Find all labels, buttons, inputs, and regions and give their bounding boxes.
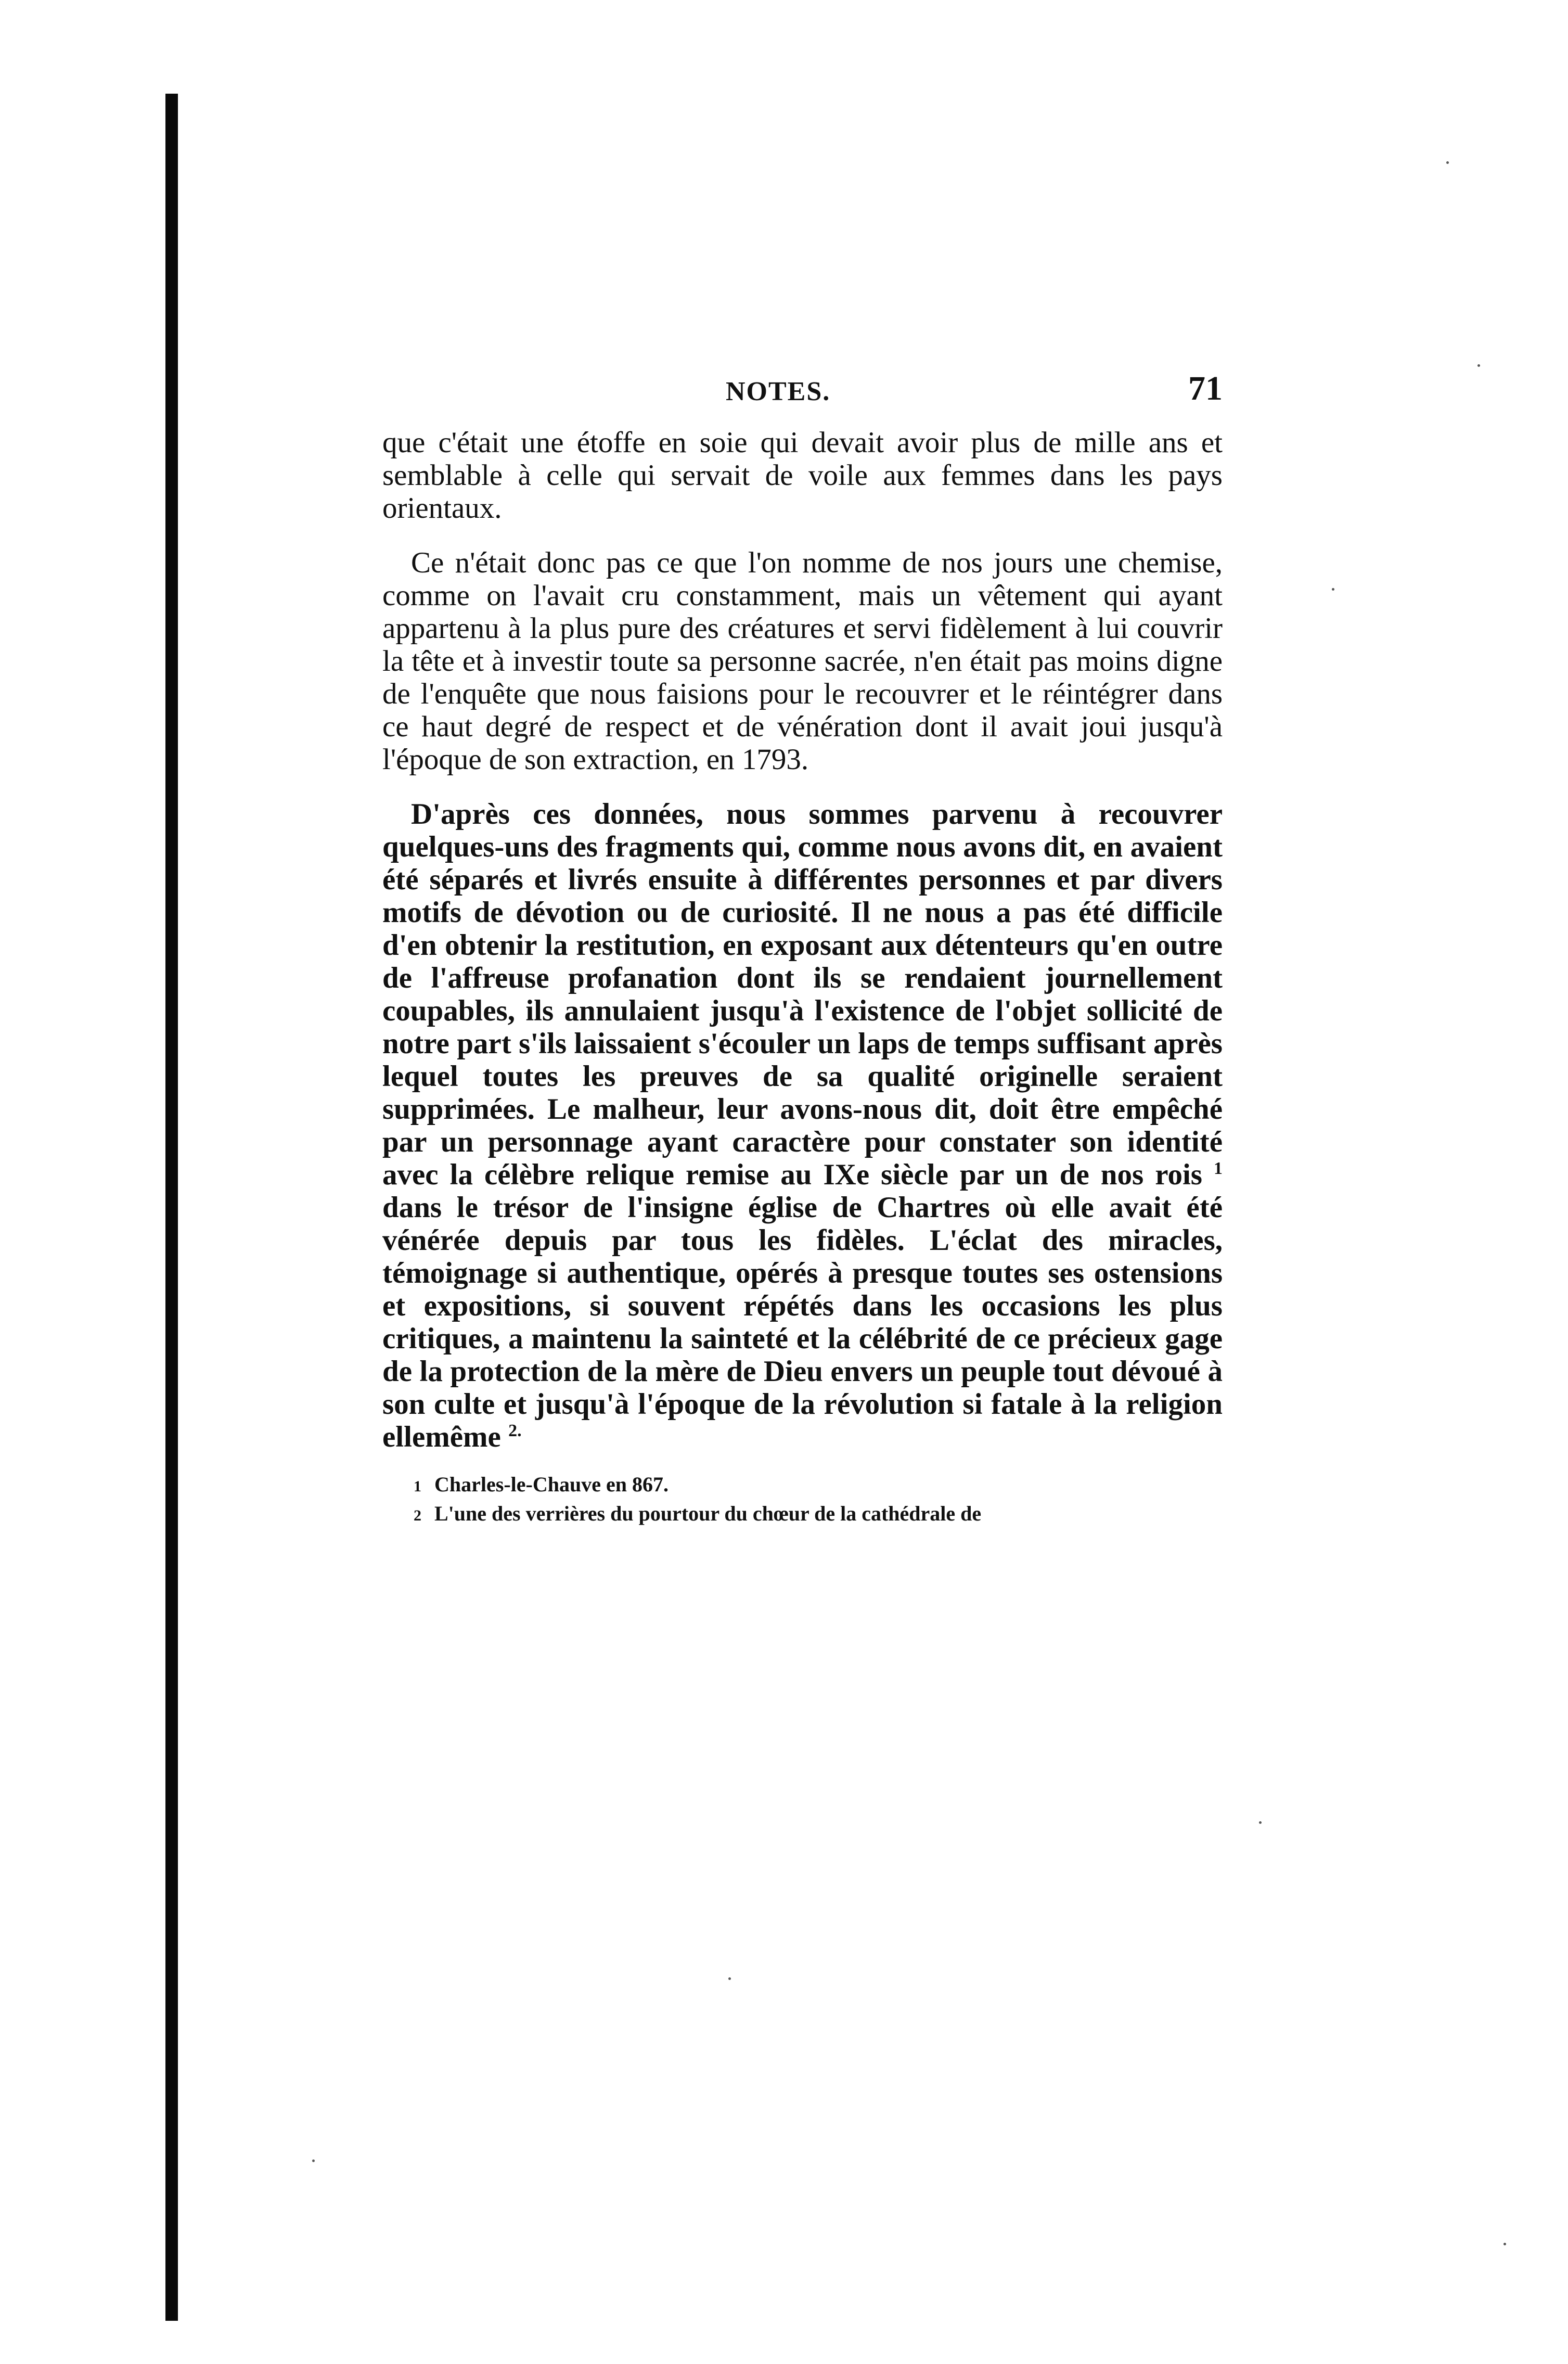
footnote-mark: 1 <box>414 1478 421 1495</box>
footnote-text: L'une des verrières du pourtour du chœur de la cathédrale de <box>434 1502 982 1525</box>
paragraph: que c'était une étoffe en soie qui devait avoir plus de mille ans et semblable à celle qui servait de voile aux femmes dans les pays orientaux. <box>382 426 1223 525</box>
scan-speck <box>1332 588 1334 591</box>
scan-speck <box>1503 2243 1506 2245</box>
footnotes <box>382 1471 1223 1529</box>
scan-speck <box>728 1977 731 1980</box>
scan-speck <box>1446 161 1449 164</box>
footnote-mark: 2 <box>414 1507 421 1524</box>
scan-speck <box>1477 364 1480 367</box>
paragraph-text: dans le trésor de l'insigne église de Chartres où elle avait été vénérée depuis par tous les fidèles. L'éclat des miracles, témoignage si authentique, opérés à presque toutes ses ostensions et expositions, si souvent répétés dans les occasions les plus critiques, a maintenu la sainteté et la célébrité de ce précieux gage de la protection de la mère de Dieu envers un peuple tout dévoué à son culte et jusqu'à l'époque de la révolution si fatale à la religion ellemême <box>382 1191 1223 1453</box>
paragraph-text: D'après ces données, nous sommes parvenu à recouvrer quelques-uns des fragments qui, comme nous avons dit, en avaient été séparés et livrés ensuite à différentes personnes et par divers motifs de dévotion ou de curiosité. Il ne nous a pas été difficile d'en obtenir la restitution, en exposant aux détenteurs qu'en outre de l'affreuse profanation dont ils se rendaient journellement coupables, ils annulaient jusqu'à l'existence de l'objet sollicité de notre part s'ils laissaient s'écouler un laps de temps suffisant après lequel toutes les preuves de sa qualité originelle seraient supprimées. Le malheur, leur avons-nous dit, doit être empêché par un personnage ayant caractère pour constater son identité avec la célèbre relique remise au IXe siècle par un de nos rois <box>382 798 1223 1191</box>
footnote <box>382 1471 1223 1500</box>
page-number: 71 <box>1188 369 1223 407</box>
note-reference: 2. <box>508 1421 522 1440</box>
paragraph-with-notes <box>382 798 1223 1453</box>
running-head <box>382 367 1223 419</box>
book-page <box>382 367 1223 1529</box>
paragraph: Ce n'était donc pas ce que l'on nomme de nos jours une chemise, comme on l'avait cru constamment, mais un vêtement qui ayant appartenu à la plus pure des créatures et servi fidèlement à lui couvrir la tête et à investir toute sa personne sacrée, n'en était pas moins digne de l'enquête que nous faisions pour le recouvrer et le réintégrer dans ce haut degré de respect et de vénération dont il avait joui jusqu'à l'époque de son extraction, en 1793. <box>382 546 1223 776</box>
scan-speck <box>312 2159 315 2162</box>
note-reference: 1 <box>1214 1159 1223 1178</box>
footnote <box>382 1500 1223 1529</box>
scan-speck <box>1259 1821 1262 1824</box>
footnote-text: Charles-le-Chauve en 867. <box>434 1473 669 1496</box>
running-title: NOTES. <box>726 377 831 406</box>
binding-edge <box>165 94 178 2321</box>
